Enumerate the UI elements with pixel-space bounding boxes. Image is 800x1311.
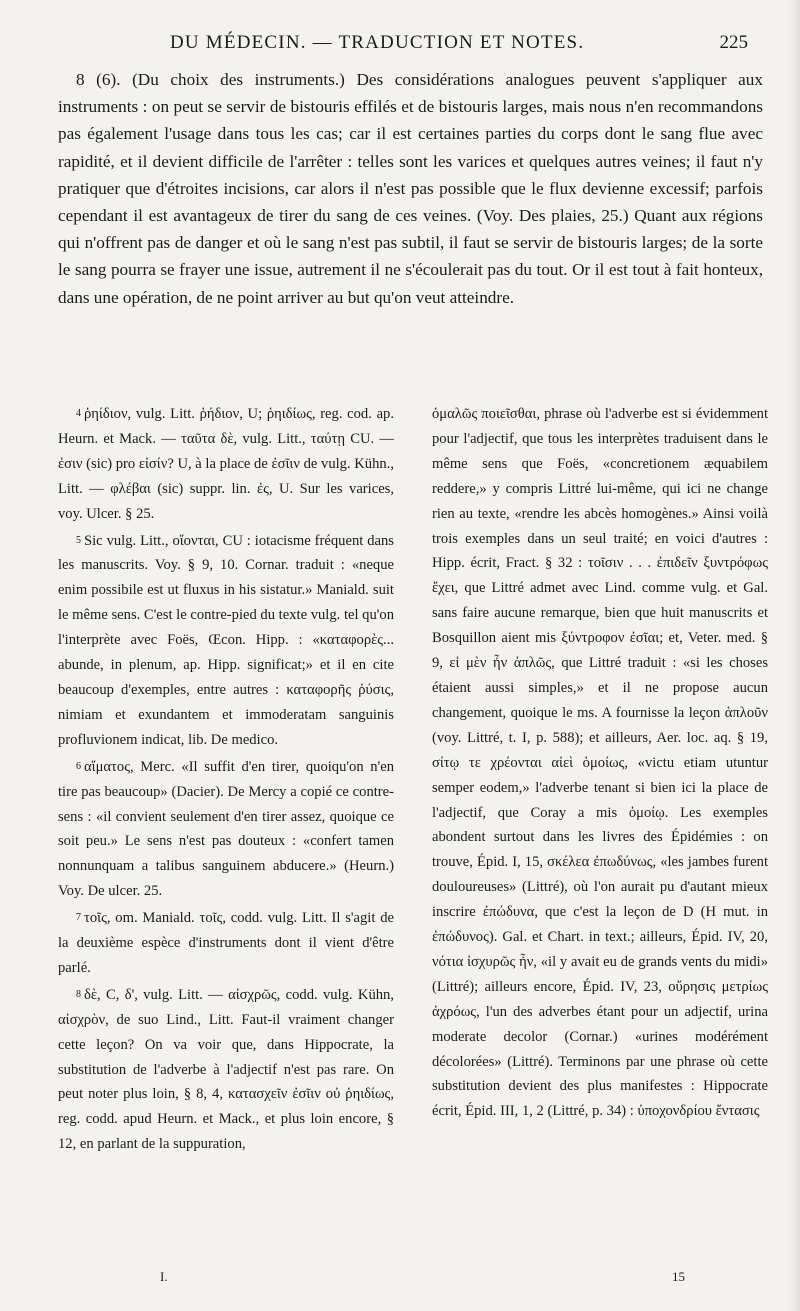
footnote [58, 755, 394, 904]
signature-number: 15 [672, 1269, 685, 1284]
footnote-text: τοῖς, om. Maniald. τοῖς, codd. vulg. Litt. Il s'agit de la deuxième espèce d'instruments dont il vient d'être parlé. [58, 910, 394, 976]
page-header [58, 30, 760, 58]
footnotes [58, 402, 768, 1159]
footnote [58, 529, 394, 753]
footnote-text: δὲ, C, δ', vulg. Litt. — αἰσχρῶς, codd. vulg. Kühn, αἰσχρὸν, de suo Lind., Litt. Faut-il vraiment changer cette leçon? On va voir que, dans Hippocrate, la substitution de l'adverbe à l'adjectif n'est pas rare. On peut noter plus loin, § 8, 4, κατασχεῖν ἐσῖιν οὐ ῥηιδίως, reg. codd. apud Heurn. et Mack., et plus loin encore, § 12, en parlant de la suppuration, [58, 986, 394, 1153]
footnote-continuation: ὁμαλῶς ποιεῖσθαι, phrase où l'adverbe est si évidemment pour l'adjectif, que tous les interprètes traduisent dans le même sens que Foës, «concretionem æquabilem reddere,» y compris Littré lui-même, qui ici ne change rien au texte, «rendre les abcès homogènes.» Ainsi voilà trois exemples dans un seul traité; en voici d'autres : Hipp. écrit, Fract. § 32 : τοῖσιν . . . ἐπιδεῖν ξυντρόφως ἔχει, que Littré admet avec Lind. comme vulg. et Gal. sans faire aucune remarque, bien que huit manuscrits et Bosquillon aient mis ξύντροφον ἐσῖαι; et, Veter. med. § 9, εἰ μὲν ἦν ἁπλῶς, que Littré traduit : «si les choses étaient aussi simples,» et il ne propose aucun changement, quoique le ms. A fournisse la leçon ἁπλοῦν (voy. Littré, t. I, p. 588); et ailleurs, Aer. loc. aq. § 19, σίτῳ τε χρέονται αἰεὶ ὁμοίως, «victu etiam utuntur semper eodem,» l'adverbe tenant si bien ici la place de l'adjectif, que Coray a mis ὁμοίῳ. Les exemples abondent surtout dans les livres des Épidémies : on trouve, Épid. I, 15, σκέλεα ἐπωδύνως, «les jambes furent douloureuses» (Littré), où l'on aurait pu d'autant mieux inscrire ἐπώδυνα, que c'est la leçon de D (H mut. in ἐπώδυνος). Gal. et Chart. in text.; ailleurs, Épid. IV, 20, νότια ἰσχυρῶς ἦν, «il y avait eu de grands vents du midi» (Littré); ailleurs encore, Épid. IV, 23, οὔρησις μετρίως ἀχρόως, l'un des adverbes étant pour un adjectif, urina moderate decolor (Cornar.) «urines modérément décolorées» (Littré). Terminons par une phrase où cette substitution devient des plus manifestes : Hippocrate écrit, Épid. III, 1, 2 (Littré, p. 34) : ὑποχονδρίου ἔντασις [432, 406, 768, 1120]
footnote-number: 7 [76, 912, 81, 924]
footnote-text: ῥηίδιον, vulg. Litt. ῥήδιον, U; ῥηιδίως, reg. cod. ap. Heurn. et Mack. — ταῦτα δὲ, vulg. Litt., ταύτῃ CU. — ἐσιν (sic) pro εἰσίν? U, à la place de ἐσῖιν de vulg. Kühn., Litt. — φλέβαι (sic) suppr. lin. ἐς, U. Sur les varices, voy. Ulcer. § 25. [58, 406, 394, 522]
footnote-text: Sic vulg. Litt., οἴονται, CU : iotacisme fréquent dans les manuscrits. Voy. § 9, 10. Cornar. traduit : «neque enim possibile est ut fluxus in his sistatur.» Maniald. suit le même sens. C'est le contre-pied du texte vulg. tel qu'on l'interprète avec Foës, Œcon. Hipp. : «καταφορὲς... abunde, in plenum, ap. Hipp. significat;» et il en cite beaucoup d'exemples, entre autres : καταφορῆς ῥύσις, nimiam et exundantem et immoderatam sanguinis profluvionem indicat, lib. De medico. [58, 532, 394, 748]
footnotes-left-column [58, 402, 394, 1159]
page-edge-shadow [786, 0, 800, 1311]
running-title: DU MÉDECIN. — TRADUCTION ET NOTES. [170, 32, 585, 53]
footnote-text: αἵματος, Merc. «Il suffit d'en tirer, quoiqu'on n'en tire pas beaucoup» (Dacier). De Mercy a copié ce contre-sens : «il convient seulement d'en tirer assez, quoique ce soit peu.» Le sens n'est pas douteux : «confert tamen nonnunquam a talibus sanguinem abducere.» (Heurn.) Voy. De ulcer. 25. [58, 758, 394, 900]
footnote-number: 6 [76, 760, 81, 772]
main-text [58, 66, 763, 311]
footnote-number: 5 [76, 534, 81, 546]
footnote-number: 4 [76, 408, 81, 419]
footnote [58, 402, 394, 527]
signature-mark: I. [160, 1269, 168, 1284]
footnote [58, 906, 394, 981]
page-number: 225 [719, 32, 748, 53]
main-paragraph: 8 (6). (Du choix des instruments.) Des considérations analogues peuvent s'appliquer aux instruments : on peut se servir de bistouris effilés et de bistouris larges, mais nous n'en recommandons pas également l'usage dans tous les cas; car il est certaines parties du corps dont le sang flue avec rapidité, et il devient difficile de l'arrêter : telles sont les varices et quelques autres veines; il faut n'y pratiquer que d'étroites incisions, car alors il n'est pas possible que le flux devienne excessif; parfois cependant il est avantageux de tirer du sang de ces veines. (Voy. Des plaies, 25.) Quant aux régions qui n'offrent pas de danger et où le sang n'est pas subtil, il faut se servir de bistouris larges; de la sorte le sang pourra se frayer une issue, autrement il ne s'écoulerait pas du tout. Or il est tout à fait honteux, dans une opération, de ne point arriver au but qu'on veut atteindre. [58, 70, 763, 307]
footnote-number: 8 [76, 988, 81, 1000]
footnote [58, 983, 394, 1157]
footnotes-right-column [432, 402, 768, 1159]
